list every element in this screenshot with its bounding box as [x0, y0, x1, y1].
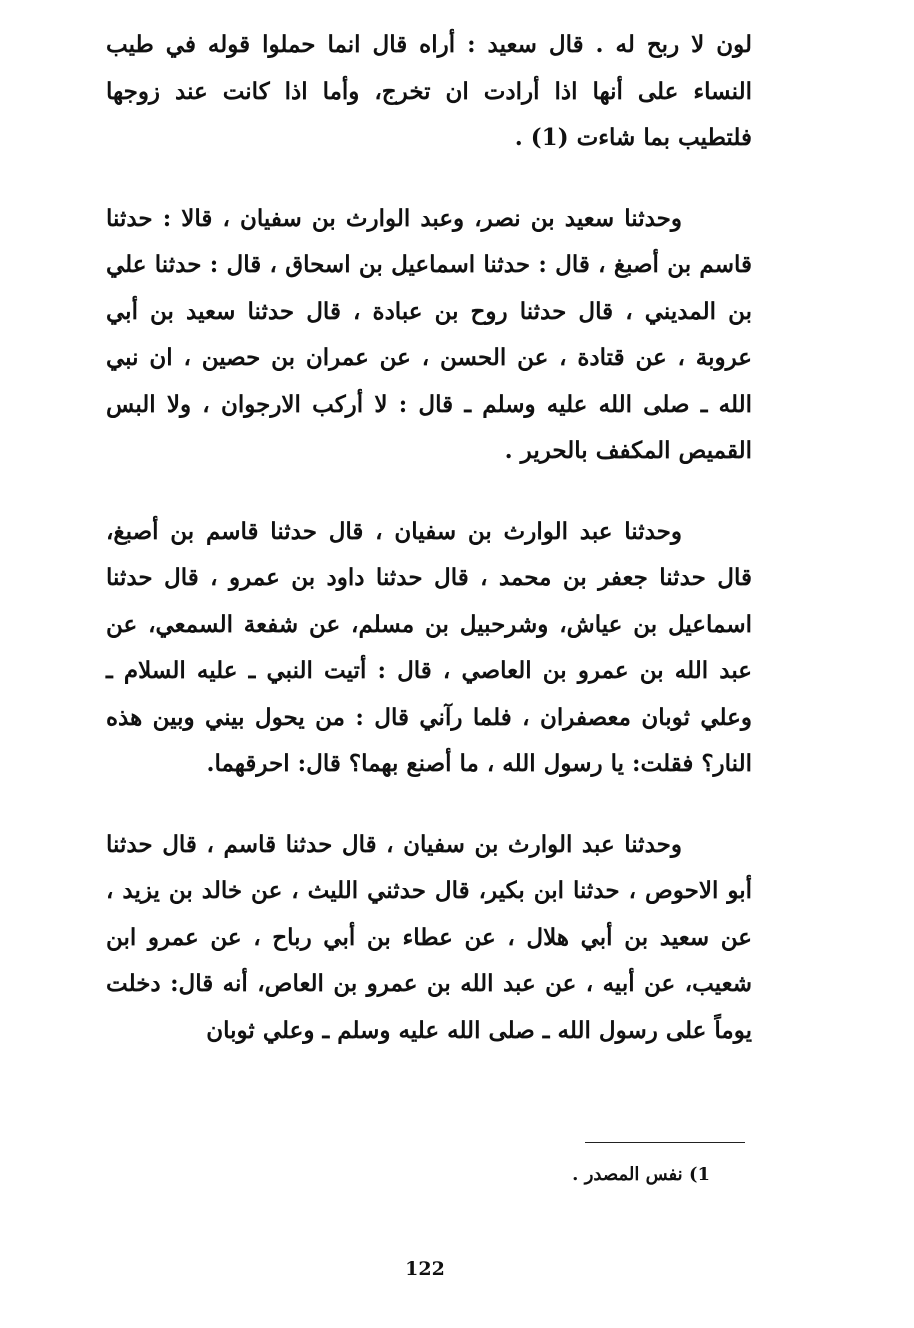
- footnote-divider: [585, 1142, 745, 1143]
- footnote: 1) نفس المصدر .: [572, 1164, 710, 1185]
- paragraph-1: لون لا ربح له . قال سعيد : أراه قال انما حملوا قوله في طيب النساء على أنها اذا أرادت ان تخرج، وأما اذا كانت عند زوجها فلتطيب بما شاءت (1) .: [106, 31, 752, 151]
- paragraph-4: وحدثنا عبد الوارث بن سفيان ، قال حدثنا قاسم ، قال حدثنا أبو الاحوص ، حدثنا ابن بكير، قال حدثني الليث ، عن خالد بن يزيد ، عن سعيد بن أبي هلال ، عن عطاء بن أبي رباح ، عن عمرو ابن شعيب، عن أبيه ، عن عبد الله بن عمرو بن العاص، أنه قال: دخلت يوماً على رسول الله ـ صلى الله عليه وسلم ـ وعلي ثوبان: [106, 830, 752, 1044]
- paragraph-2: وحدثنا سعيد بن نصر، وعبد الوارث بن سفيان ، قالا : حدثنا قاسم بن أصبغ ، قال : حدثنا اسماعيل بن اسحاق ، قال : حدثنا علي بن المديني ، قال حدثنا روح بن عبادة ، قال حدثنا سعيد بن أبي عروبة ، عن قتادة ، عن الحسن ، عن عمران بن حصين ، ان نبي الله ـ صلى الله عليه وسلم ـ قال : لا أركب الارجوان ، ولا البس القميص المكفف بالحرير .: [106, 204, 752, 464]
- main-text: [106, 22, 752, 1088]
- page-number: 122: [405, 1258, 445, 1280]
- paragraph-3: وحدثنا عبد الوارث بن سفيان ، قال حدثنا قاسم بن أصبغ، قال حدثنا جعفر بن محمد ، قال حدثنا داود بن عمرو ، قال حدثنا اسماعيل بن عياش، وشرحبيل بن مسلم، عن شفعة السمعي، عن عبد الله بن عمرو بن العاصي ، قال : أتيت النبي ـ عليه السلام ـ وعلي ثوبان معصفران ، فلما رآني قال : من يحول بيني وبين هذه النار؟ فقلت: يا رسول الله ، ما أصنع بهما؟ قال: احرقهما.: [106, 517, 752, 777]
